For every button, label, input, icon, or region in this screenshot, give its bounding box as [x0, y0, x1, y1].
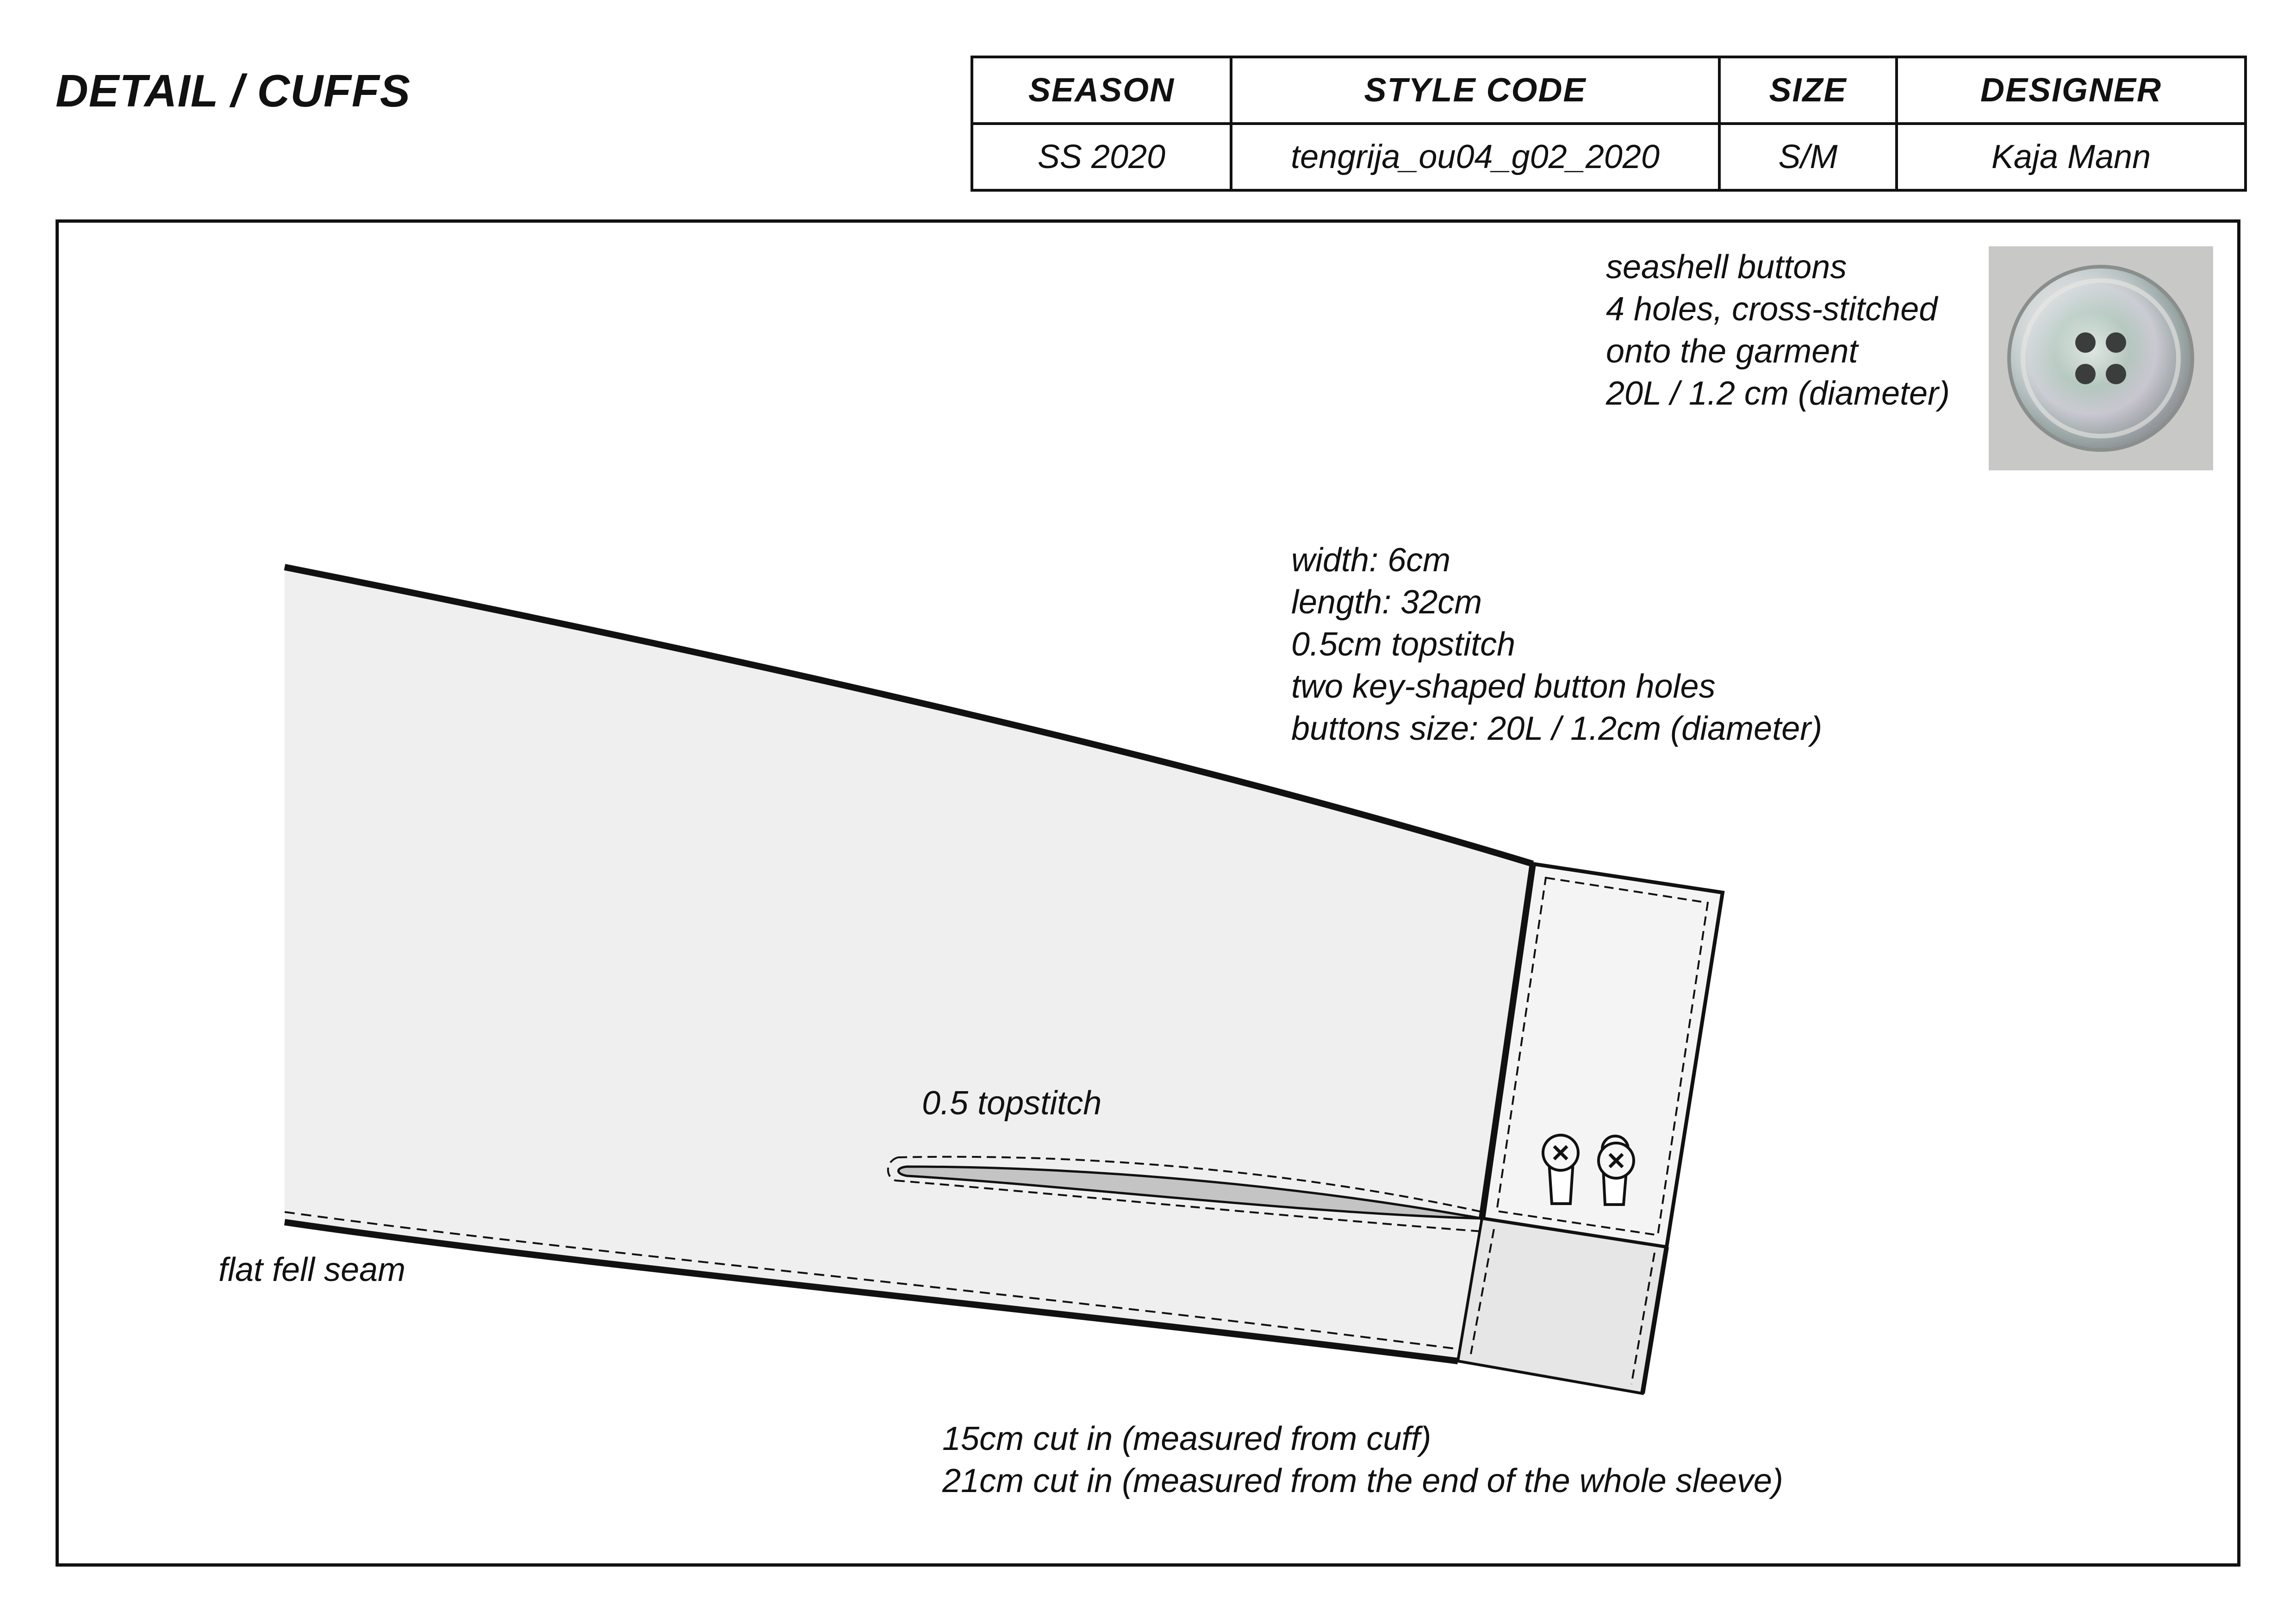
designer-value: Kaja Mann	[1897, 124, 2246, 190]
placket-note: 0.5 topstitch	[922, 1085, 1102, 1122]
size-header: SIZE	[1719, 57, 1897, 124]
cuff-note-line: two key-shaped button holes	[1291, 668, 1716, 705]
style-code-header: STYLE CODE	[1231, 57, 1719, 124]
designer-header: DESIGNER	[1897, 57, 2246, 124]
button-note-line: 20L / 1.2 cm (diameter)	[1606, 375, 1950, 412]
season-value: SS 2020	[972, 124, 1231, 190]
style-code-value: tengrija_ou04_g02_2020	[1231, 124, 1719, 190]
button-note-line: 4 holes, cross-stitched	[1606, 291, 1938, 328]
size-value: S/M	[1719, 124, 1897, 190]
button-hole	[2075, 332, 2096, 353]
cuff-note-line: buttons size: 20L / 1.2cm (diameter)	[1291, 710, 1823, 747]
button-hole	[2075, 364, 2096, 384]
cut-note	[942, 1418, 1783, 1502]
seashell-button-photo	[1989, 246, 2213, 470]
button-note-line: onto the garment	[1606, 333, 1858, 370]
cuff-note-line: 0.5cm topstitch	[1291, 626, 1516, 663]
cuff-note	[1291, 539, 1822, 750]
season-header: SEASON	[972, 57, 1231, 124]
cuff-underlap	[1458, 1218, 1667, 1393]
page-title: DETAIL / CUFFS	[56, 65, 411, 116]
cuff-note-line: length: 32cm	[1291, 584, 1482, 621]
button-note	[1606, 246, 1950, 415]
cuff-note-line: width: 6cm	[1291, 542, 1451, 579]
button-note-line: seashell buttons	[1606, 249, 1847, 286]
button-hole	[2106, 332, 2126, 353]
cut-note-line: 21cm cut in (measured from the end of the whole sleeve)	[942, 1462, 1783, 1499]
cut-note-line: 15cm cut in (measured from cuff)	[942, 1420, 1431, 1457]
seam-note: flat fell seam	[218, 1251, 406, 1288]
button-hole	[2106, 364, 2126, 384]
